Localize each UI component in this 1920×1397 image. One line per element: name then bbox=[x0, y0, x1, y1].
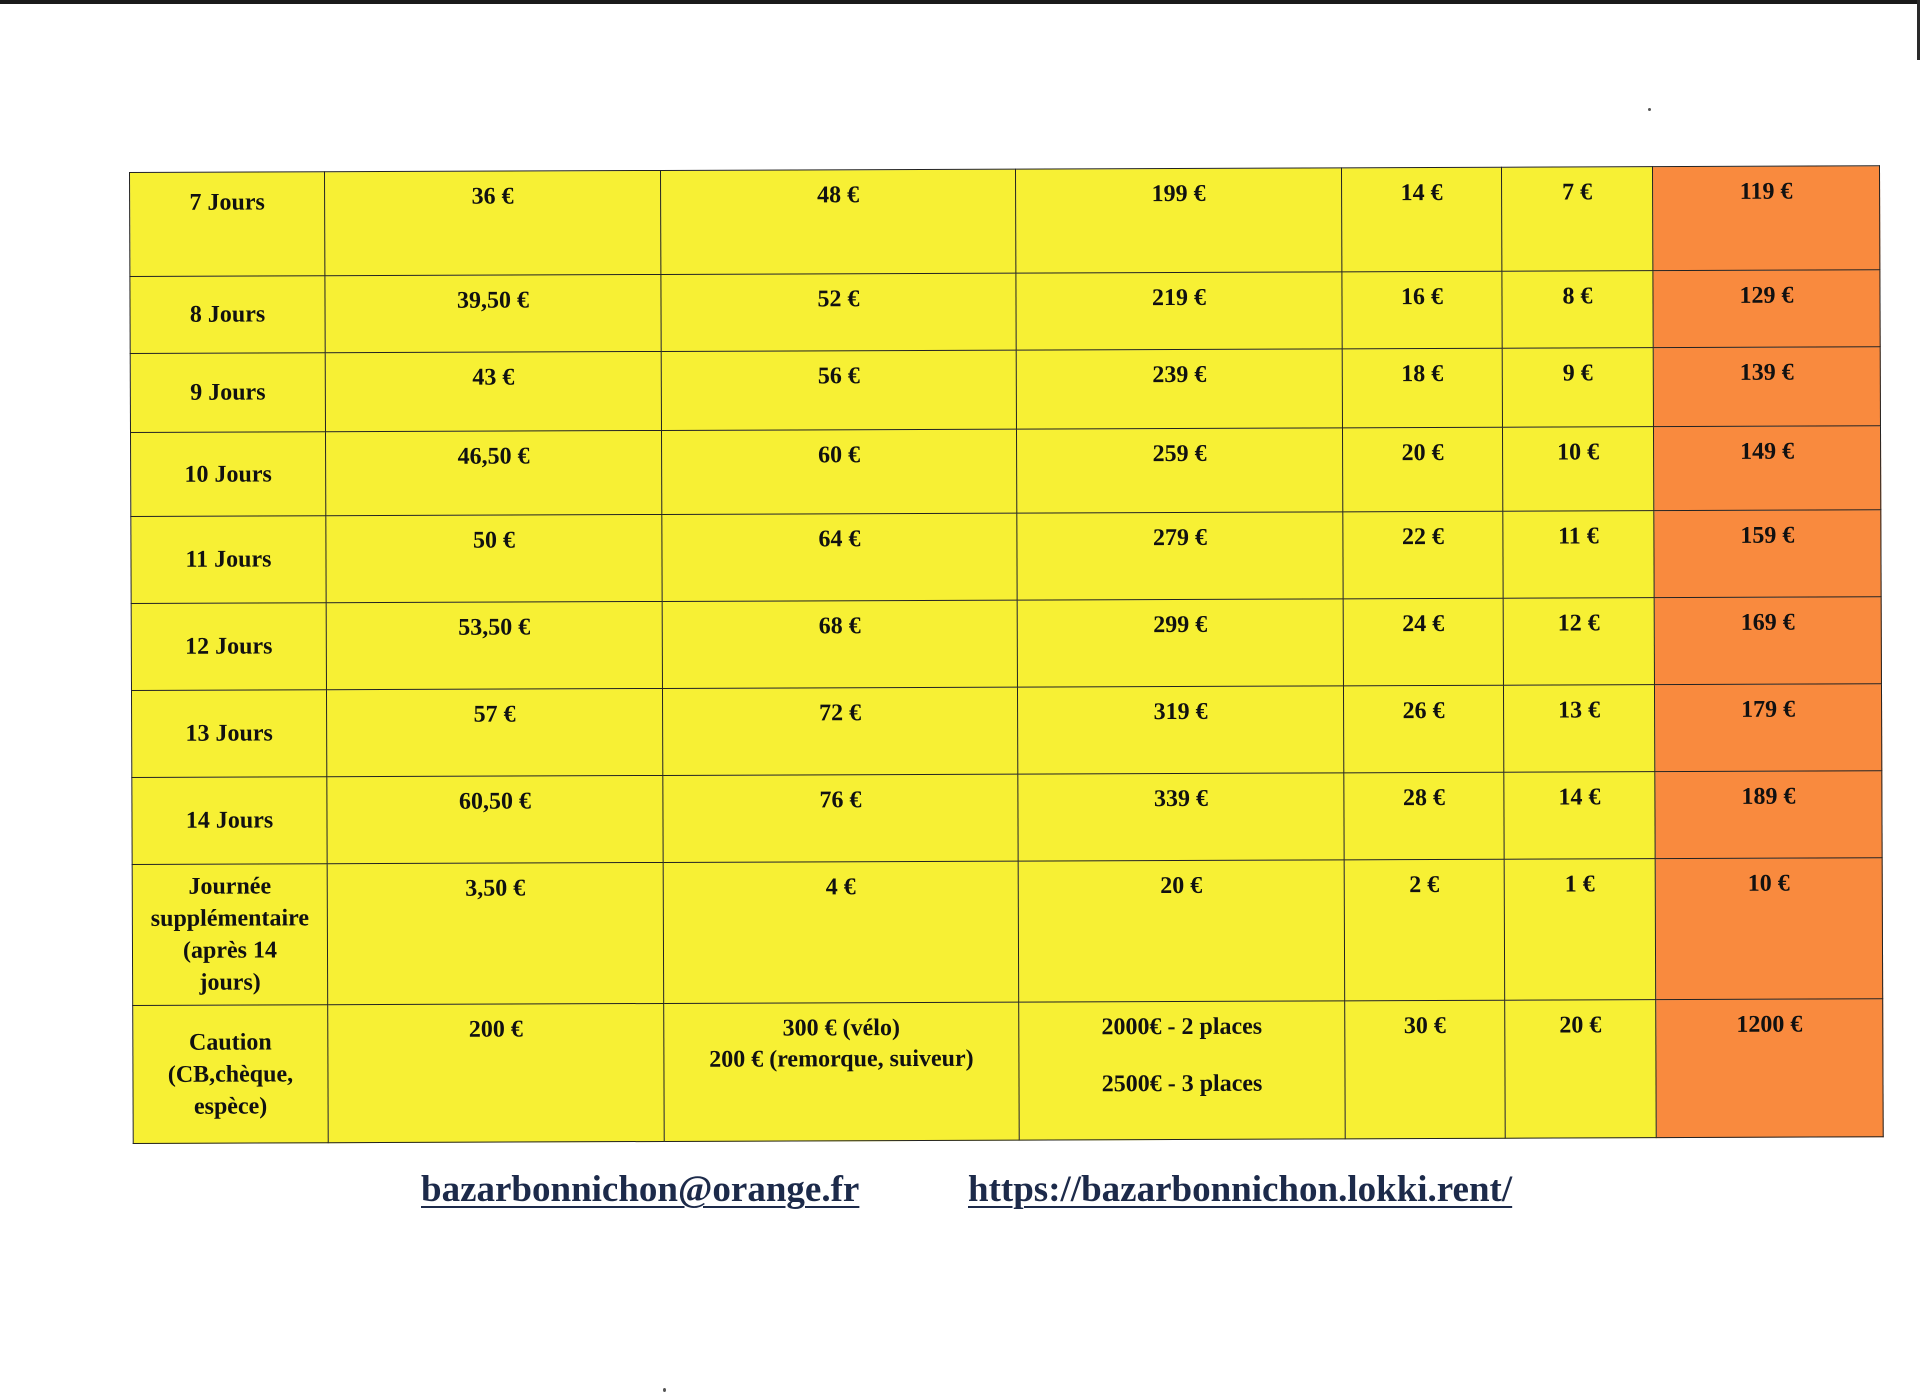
price-value: 200 € (remorque, suiveur) bbox=[709, 1045, 974, 1073]
price-cell bbox=[1016, 349, 1342, 429]
price-cell bbox=[662, 687, 1017, 775]
price-cell bbox=[1653, 426, 1880, 511]
price-cell bbox=[325, 274, 661, 352]
price-value: 129 € bbox=[1739, 282, 1794, 309]
price-value: 43 € bbox=[472, 364, 515, 391]
price-value: 159 € bbox=[1740, 522, 1795, 549]
price-value: 24 € bbox=[1402, 610, 1445, 638]
duration-label-line: 9 Jours bbox=[190, 379, 266, 406]
table-row bbox=[131, 426, 1881, 517]
price-cell bbox=[1018, 773, 1344, 861]
price-value: 14 € bbox=[1558, 784, 1601, 811]
price-value: 28 € bbox=[1402, 784, 1445, 812]
duration-label-line: Journée bbox=[188, 873, 272, 900]
scan-speck bbox=[1648, 108, 1651, 111]
table-body bbox=[130, 166, 1884, 1144]
price-value: 169 € bbox=[1740, 609, 1795, 636]
price-value: 46,50 € bbox=[457, 443, 530, 470]
price-cell bbox=[325, 430, 661, 515]
table-row bbox=[133, 999, 1884, 1144]
price-value: 10 € bbox=[1557, 439, 1600, 466]
price-cell bbox=[328, 1003, 665, 1142]
price-value: 39,50 € bbox=[456, 287, 530, 314]
price-cell bbox=[1504, 859, 1656, 1001]
price-cell bbox=[1502, 427, 1653, 512]
price-value: 2 € bbox=[1409, 871, 1440, 899]
price-cell bbox=[1342, 427, 1502, 512]
price-value: 259 € bbox=[1152, 440, 1207, 468]
price-value: 219 € bbox=[1151, 284, 1207, 312]
price-value: 279 € bbox=[1152, 524, 1207, 552]
price-value: 149 € bbox=[1740, 438, 1795, 465]
price-cell bbox=[1503, 598, 1654, 686]
price-cell bbox=[662, 600, 1017, 688]
price-value: 20 € bbox=[1160, 872, 1203, 900]
price-value: 36 € bbox=[471, 183, 514, 210]
price-cell bbox=[326, 688, 662, 776]
price-value: 11 € bbox=[1558, 523, 1599, 550]
duration-label-line: 11 Jours bbox=[185, 546, 272, 573]
price-cell bbox=[1018, 860, 1345, 1002]
price-value: 1 € bbox=[1564, 871, 1595, 898]
duration-label-cell bbox=[131, 603, 326, 691]
price-cell bbox=[1344, 772, 1504, 860]
duration-label-line: (CB,chèque, bbox=[167, 1060, 294, 1088]
price-value: 30 € bbox=[1403, 1012, 1446, 1040]
table-row bbox=[130, 270, 1880, 354]
price-cell bbox=[1654, 510, 1881, 598]
duration-label-cell bbox=[132, 864, 328, 1006]
price-cell bbox=[1019, 1001, 1346, 1140]
price-value: 16 € bbox=[1400, 283, 1444, 311]
price-cell bbox=[660, 169, 1015, 274]
price-value: 339 € bbox=[1153, 785, 1208, 813]
price-value: 3,50 € bbox=[465, 875, 526, 902]
price-cell bbox=[1342, 271, 1502, 349]
price-value: 1200 € bbox=[1736, 1011, 1803, 1038]
price-cell bbox=[1652, 166, 1879, 271]
price-value: 13 € bbox=[1558, 697, 1601, 724]
price-value: 20 € bbox=[1401, 439, 1444, 467]
price-value: 72 € bbox=[819, 700, 862, 727]
price-value: 200 € bbox=[468, 1016, 523, 1043]
price-cell bbox=[1016, 428, 1342, 513]
price-cell bbox=[1344, 859, 1505, 1001]
contact-email-link[interactable]: bazarbonnichon@orange.fr bbox=[421, 1169, 860, 1210]
price-value: 239 € bbox=[1152, 361, 1207, 389]
price-cell bbox=[1502, 348, 1653, 428]
price-cell bbox=[1504, 772, 1655, 860]
website-link[interactable]: https://bazarbonnichon.lokki.rent/ bbox=[968, 1169, 1513, 1210]
price-cell bbox=[1503, 511, 1654, 599]
price-cell bbox=[1503, 685, 1654, 773]
price-value: 22 € bbox=[1401, 523, 1444, 551]
price-value: 50 € bbox=[472, 527, 515, 554]
price-value: 299 € bbox=[1153, 611, 1208, 639]
duration-label-line: jours) bbox=[199, 969, 261, 996]
price-cell bbox=[1343, 511, 1503, 599]
price-cell bbox=[1345, 1000, 1506, 1139]
price-value: 119 € bbox=[1739, 178, 1793, 205]
price-value: 60 € bbox=[818, 442, 861, 469]
price-value: 57 € bbox=[473, 701, 516, 728]
price-cell bbox=[1017, 599, 1343, 687]
table-row bbox=[130, 166, 1880, 277]
price-cell bbox=[1656, 999, 1884, 1138]
duration-label-cell bbox=[131, 690, 326, 778]
price-value: 52 € bbox=[817, 286, 860, 313]
price-cell bbox=[1655, 771, 1882, 859]
duration-label-line: 10 Jours bbox=[184, 460, 272, 488]
duration-label-line: (après 14 bbox=[182, 937, 278, 964]
price-value: 76 € bbox=[819, 787, 862, 814]
price-value: 56 € bbox=[817, 363, 860, 390]
price-value: 53,50 € bbox=[458, 614, 531, 641]
price-cell bbox=[1654, 684, 1881, 772]
price-value: 2000€ - 2 places bbox=[1101, 1013, 1263, 1041]
price-cell bbox=[1342, 348, 1502, 428]
price-value: 139 € bbox=[1739, 359, 1794, 386]
price-cell bbox=[1343, 598, 1503, 686]
table-row bbox=[130, 347, 1880, 433]
price-value: 12 € bbox=[1557, 610, 1600, 637]
price-cell bbox=[326, 514, 662, 602]
table-row bbox=[132, 771, 1882, 865]
duration-label-cell bbox=[131, 516, 326, 604]
table-row bbox=[131, 510, 1881, 604]
price-cell bbox=[325, 170, 661, 275]
price-cell bbox=[664, 1002, 1020, 1141]
price-cell bbox=[1017, 686, 1343, 774]
price-cell bbox=[1017, 512, 1343, 600]
price-cell bbox=[663, 774, 1018, 862]
duration-label-line: 14 Jours bbox=[185, 807, 274, 834]
price-value: 2500€ - 3 places bbox=[1101, 1070, 1263, 1098]
scan-top-edge bbox=[0, 0, 1920, 4]
duration-label-line: espèce) bbox=[193, 1092, 268, 1120]
price-value: 7 € bbox=[1562, 179, 1593, 206]
price-cell bbox=[327, 775, 663, 863]
price-cell bbox=[326, 601, 662, 689]
price-value: 26 € bbox=[1402, 697, 1445, 725]
price-cell bbox=[1016, 272, 1342, 350]
table-row bbox=[132, 858, 1883, 1006]
duration-label-cell bbox=[130, 172, 325, 277]
price-cell bbox=[661, 350, 1016, 430]
scan-speck bbox=[663, 1388, 666, 1392]
price-cell bbox=[1502, 271, 1653, 349]
price-cell bbox=[1501, 167, 1652, 272]
price-value: 68 € bbox=[818, 613, 861, 640]
price-cell bbox=[325, 351, 661, 431]
price-value: 48 € bbox=[817, 182, 860, 209]
price-value: 8 € bbox=[1562, 283, 1593, 310]
duration-label-line: Caution bbox=[188, 1028, 272, 1056]
price-cell bbox=[662, 513, 1017, 601]
price-value: 300 € (vélo) bbox=[782, 1015, 900, 1042]
price-value: 20 € bbox=[1559, 1012, 1602, 1039]
price-cell bbox=[327, 862, 664, 1004]
duration-label-cell bbox=[130, 276, 325, 354]
price-value: 319 € bbox=[1153, 698, 1208, 726]
price-cell bbox=[1655, 858, 1883, 1000]
duration-label-line: 12 Jours bbox=[185, 633, 273, 660]
table-row bbox=[131, 597, 1881, 691]
price-cell bbox=[1654, 597, 1881, 685]
duration-label-cell bbox=[130, 353, 325, 433]
duration-label-cell bbox=[133, 1005, 329, 1144]
price-cell bbox=[663, 861, 1019, 1003]
duration-label-line: supplémentaire bbox=[150, 905, 310, 932]
price-value: 14 € bbox=[1400, 179, 1443, 207]
price-cell bbox=[1343, 685, 1503, 773]
price-value: 18 € bbox=[1401, 360, 1444, 388]
rental-price-table bbox=[129, 165, 1884, 1144]
price-value: 199 € bbox=[1151, 180, 1206, 208]
price-value: 9 € bbox=[1562, 360, 1593, 387]
duration-label-line: 7 Jours bbox=[189, 189, 265, 216]
duration-label-cell bbox=[132, 777, 327, 865]
table-row bbox=[131, 684, 1881, 778]
price-cell bbox=[661, 429, 1016, 514]
duration-label-cell bbox=[131, 432, 326, 517]
duration-label-line: 13 Jours bbox=[185, 720, 273, 747]
price-cell bbox=[1653, 347, 1880, 427]
price-cell bbox=[1341, 167, 1501, 272]
price-cell bbox=[1653, 270, 1880, 348]
price-value: 60,50 € bbox=[458, 788, 531, 815]
price-cell bbox=[1015, 168, 1341, 273]
price-value: 189 € bbox=[1741, 783, 1796, 810]
price-value: 4 € bbox=[825, 874, 856, 901]
price-value: 64 € bbox=[818, 526, 861, 553]
price-cell bbox=[661, 273, 1016, 351]
price-value: 179 € bbox=[1741, 696, 1796, 723]
price-cell bbox=[1505, 1000, 1657, 1139]
duration-label-line: 8 Jours bbox=[189, 301, 266, 328]
price-value: 10 € bbox=[1747, 870, 1790, 897]
